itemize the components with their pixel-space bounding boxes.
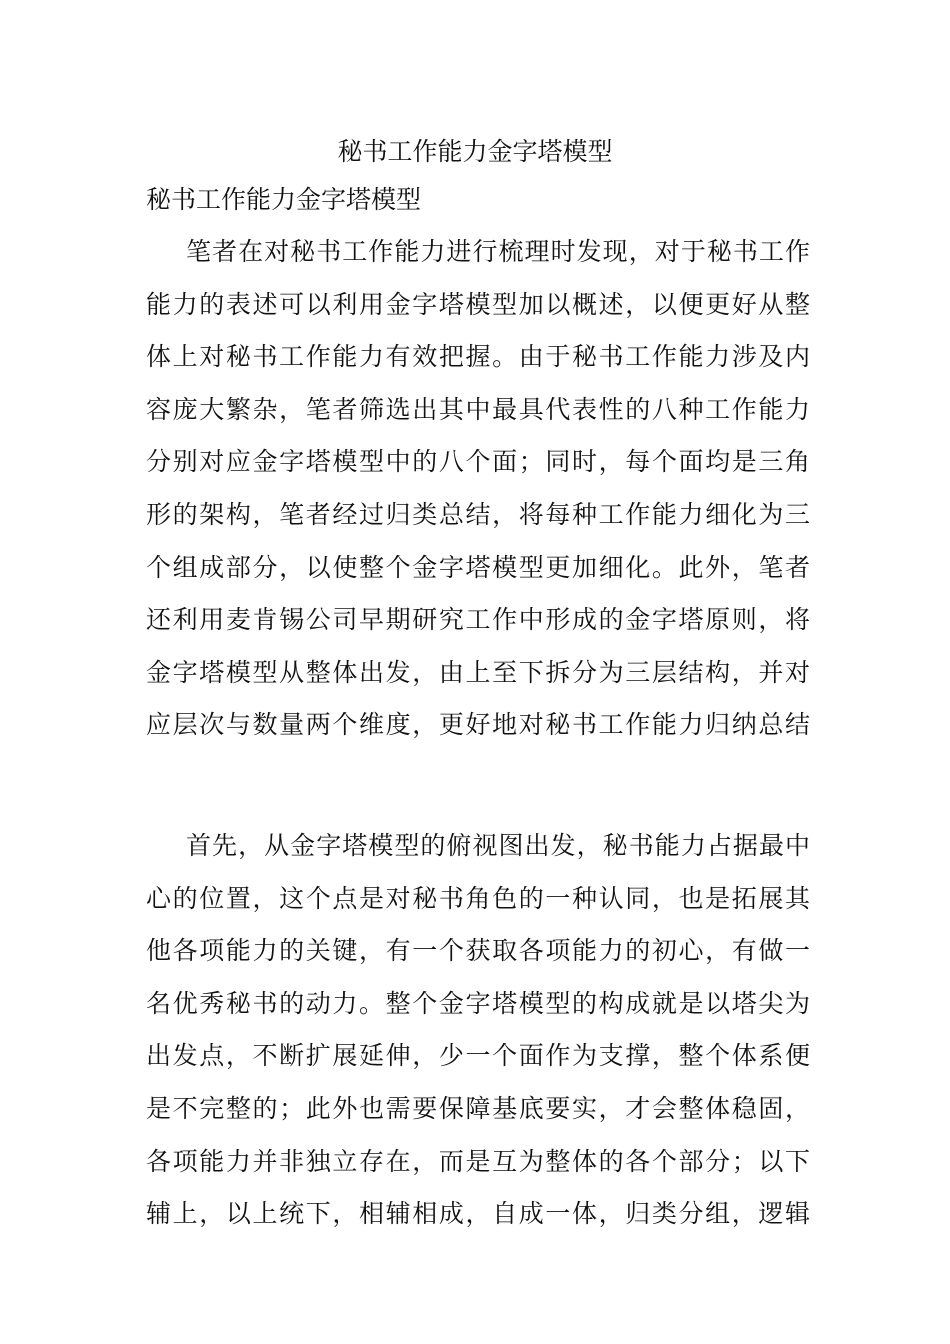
paragraph-line: 容庞大繁杂，笔者筛选出其中最具代表性的八种工作能力 [146,394,810,424]
paragraph-line: 辅上，以上统下，相辅相成，自成一体，归类分组，逻辑 [146,1199,810,1229]
paragraph-line: 出发点，不断扩展延伸，少一个面作为支撑，整个体系便 [146,1041,810,1071]
paragraph-line: 是不完整的；此外也需要保障基底要实，才会整体稳固， [146,1093,810,1123]
paragraph-2 [146,829,810,1250]
paragraph-line: 各项能力并非独立存在，而是互为整体的各个部分；以下 [146,1146,810,1176]
paragraph-line: 他各项能力的关键，有一个获取各项能力的初心，有做一 [146,936,810,966]
paragraph-line: 心的位置，这个点是对秘书角色的一种认同，也是拓展其 [146,883,810,913]
paragraph-line: 还利用麦肯锡公司早期研究工作中形成的金字塔原则，将 [146,605,810,635]
paragraph-line: 金字塔模型从整体出发，由上至下拆分为三层结构，并对 [146,657,810,687]
paragraph-1 [146,235,810,761]
paragraph-line: 体上对秘书工作能力有效把握。由于秘书工作能力涉及内 [146,342,810,372]
paragraph-line: 能力的表述可以利用金字塔模型加以概述，以便更好从整 [146,289,810,319]
paragraph-line: 分别对应金字塔模型中的八个面；同时，每个面均是三角 [146,447,810,477]
paragraph-line: 应层次与数量两个维度，更好地对秘书工作能力归纳总结 [146,710,810,740]
paragraph-line: 形的架构，笔者经过归类总结，将每种工作能力细化为三 [146,499,810,529]
document-title: 秘书工作能力金字塔模型 [337,137,613,166]
paragraph-line: 笔者在对秘书工作能力进行梳理时发现，对于秘书工作 [186,237,810,266]
paragraph-line: 名优秀秘书的动力。整个金字塔模型的构成就是以塔尖为 [146,988,810,1018]
paragraph-line: 首先，从金字塔模型的俯视图出发，秘书能力占据最中 [186,831,810,860]
section-heading: 秘书工作能力金字塔模型 [146,185,422,214]
paragraph-line: 个组成部分，以使整个金字塔模型更加细化。此外，笔者 [146,552,810,582]
